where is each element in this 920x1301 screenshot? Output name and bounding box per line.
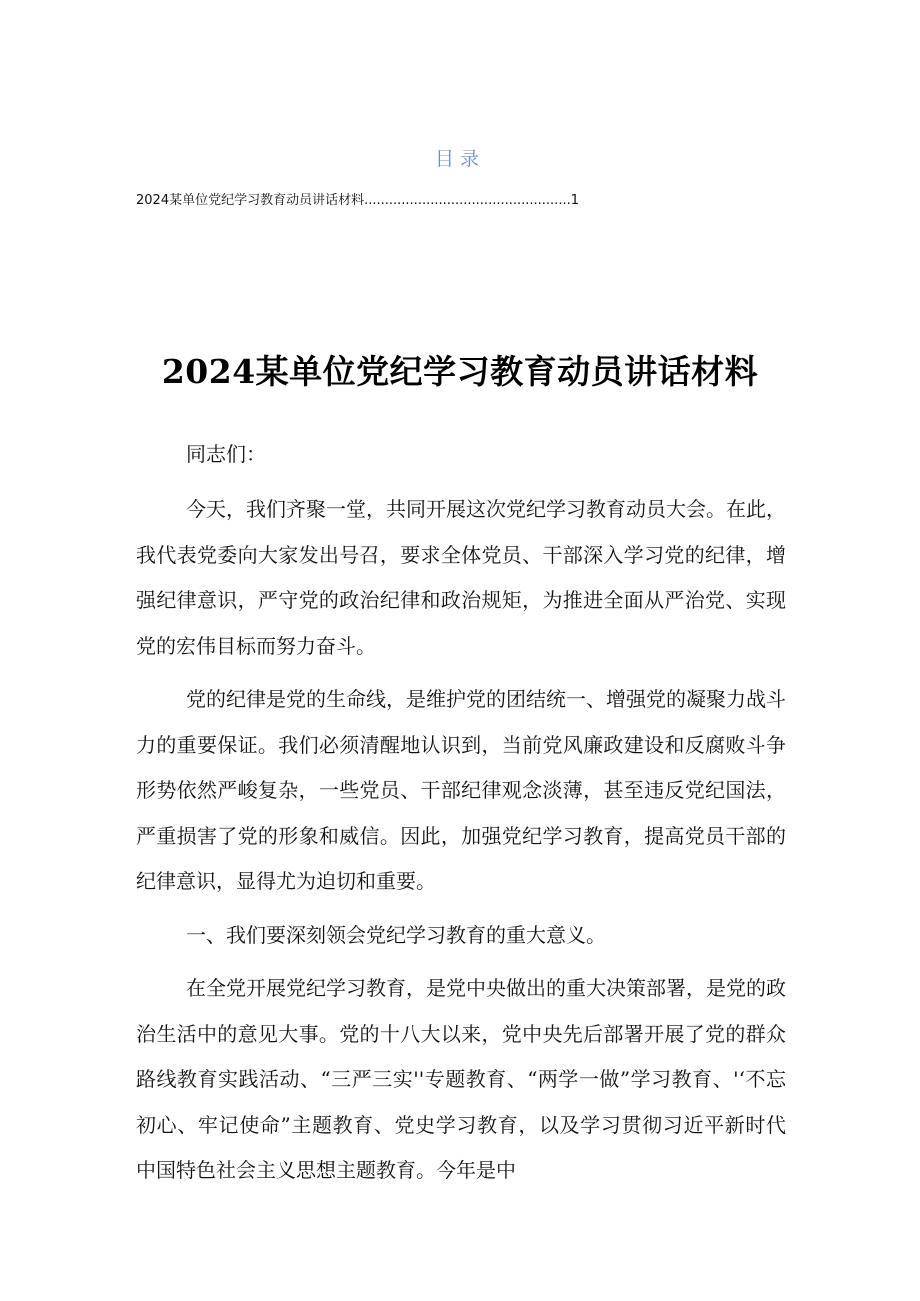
- toc-entry-title: 2024某单位党纪学习教育动员讲话材料: [136, 193, 365, 208]
- toc-entry[interactable]: [136, 189, 596, 208]
- document-title: 2024某单位党纪学习教育动员讲话材料: [161, 352, 759, 391]
- paragraph-1: 今天，我们齐聚一堂，共同开展这次党纪学习教育动员大会。在此，我代表党委向大家发出号召，要求全体党员、干部深入学习党的纪律，增强纪律意识，严守党的政治纪律和政治规矩，为推进全面从严治党、实现党的宏伟目标而努力奋斗。: [136, 497, 786, 658]
- paragraph-2: 党的纪律是党的生命线，是维护党的团结统一、增强党的凝聚力战斗力的重要保证。我们必须清醒地认识到，当前党风廉政建设和反腐败斗争形势依然严峻复杂，一些党员、干部纪律观念淡薄，甚至违反党纪国法，严重损害了党的形象和威信。因此，加强党纪学习教育，提高党员干部的纪律意识，显得尤为迫切和重要。: [136, 687, 786, 893]
- toc-entry-page: 1: [570, 193, 579, 208]
- toc-heading: 目录: [434, 148, 485, 170]
- paragraph-3: 在全党开展党纪学习教育，是党中央做出的重大决策部署，是党的政治生活中的意见大事。党的十八大以来，党中央先后部署开展了党的群众路线教育实践活动、“三严三实''专题教育、“两学一做”学习教育、'‘不忘初心、牢记使命”主题教育、党史学习教育，以及学习贯彻习近平新时代中国特色社会主义思想主题教育。今年是中: [136, 976, 786, 1182]
- section-heading-1: 一、我们要深刻领会党纪学习教育的重大意义。: [186, 923, 606, 947]
- salutation: 同志们：: [186, 442, 266, 466]
- toc-entry-leader: ..................................................: [364, 193, 571, 208]
